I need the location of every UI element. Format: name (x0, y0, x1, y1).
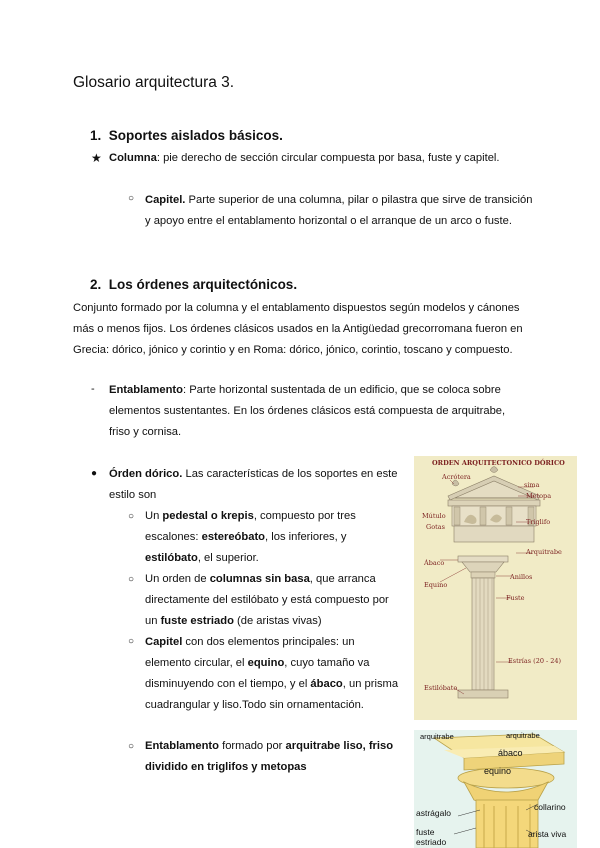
photo-label-arista-viva: arista viva (528, 829, 567, 839)
text-run: Un (145, 510, 163, 522)
circle-bullet-icon: ○ (128, 636, 135, 647)
bold-run: Capitel (145, 636, 183, 648)
doric-diagram-title: ORDEN ARQUITECTONICO DÓRICO (432, 459, 565, 467)
circle-bullet-icon: ○ (128, 741, 135, 752)
columna-definition (109, 148, 509, 169)
circle-bullet-icon: ○ (128, 193, 135, 204)
section-2-heading (90, 277, 297, 292)
label-sima: sima (524, 481, 540, 489)
label-acrotera: Acrótera (442, 473, 471, 481)
dorico-item-columnas (145, 569, 400, 632)
section-1-heading (90, 128, 283, 143)
label-abaco: Ábaco (424, 559, 445, 567)
photo-label-abaco: ábaco (498, 748, 523, 758)
photo-label-arquitrabe-right: arquitrabe (506, 731, 540, 740)
text-run: , el superior. (197, 552, 259, 564)
photo-label-arquitrabe-left: arquitrabe (420, 732, 454, 741)
columna-text: : pie derecho de sección circular compuesta por basa, fuste y capitel. (156, 152, 500, 164)
text-run: , cuyo tamaño va disminuyendo con el tiempo, y el (145, 657, 370, 690)
entablamento-term: Entablamento (109, 384, 183, 396)
bold-run: equino (247, 657, 285, 669)
text-run: con dos elementos principales: un elemento circular, el (145, 636, 355, 669)
text-run: formado por (218, 740, 286, 752)
bold-run: estereóbato (201, 531, 266, 543)
text-run: , compuesto por tres escalones: (145, 510, 356, 543)
label-metopa: Metopa (526, 492, 552, 500)
text-run: (de aristas vivas) (233, 615, 322, 627)
photo-label-equino: equino (484, 766, 512, 776)
section-1-number: 1. (90, 128, 102, 143)
dorico-item-entablamento (145, 736, 400, 778)
section-2-number: 2. (90, 277, 102, 292)
dorico-definition (109, 464, 401, 506)
photo-label-astragalo: astrágalo (416, 808, 451, 818)
dorico-term: Órden dórico. (109, 468, 183, 480)
bold-run: pedestal o krepis (162, 510, 254, 522)
text-run: , los inferiores, y (265, 531, 347, 543)
label-anillos: Anillos (510, 573, 533, 581)
columna-term: Columna (109, 152, 157, 164)
label-equino: Equino (424, 581, 448, 589)
circle-bullet-icon: ○ (128, 511, 135, 522)
circle-bullet-icon: ○ (128, 574, 135, 585)
label-estilobato: Estilóbato (424, 684, 458, 692)
label-fuste: Fuste (506, 594, 525, 602)
doric-capital-photo (414, 730, 577, 848)
capitel-definition (145, 190, 535, 232)
dash-bullet-icon: - (91, 383, 95, 395)
bold-run: estilóbato (145, 552, 198, 564)
label-triglifo: Triglifo (526, 518, 551, 526)
photo-label-fuste: fuste (416, 827, 435, 837)
page-title: Glosario arquitectura 3. (73, 74, 235, 91)
dorico-item-capitel (145, 632, 400, 716)
label-arquitrabe: Arquitrabe (526, 548, 562, 556)
dorico-item-pedestal (145, 506, 400, 569)
bold-run: fuste estriado (160, 615, 234, 627)
text-run: Un orden de (145, 573, 210, 585)
bold-run: ábaco (310, 678, 343, 690)
capitel-text: Parte superior de una columna, pilar o pilastra que sirve de transición y apoyo entre el entablamento horizontal o el arranque de un arco o fuste. (145, 194, 533, 227)
ordenes-intro: Conjunto formado por la columna y el entablamento dispuestos según modelos y cánones más o menos fijos. Los órdenes clásicos usados en la Antigüedad grecorromana fueron en Grecia: dórico, jónico y corintio y en Roma: dórico, jónico, corintio, toscano y compuesto. (73, 302, 523, 356)
bold-run: arquitrabe liso, friso dividido en triglifos y metopas (145, 740, 394, 773)
bold-run: columnas sin basa (209, 573, 310, 585)
star-bullet-icon: ★ (91, 151, 102, 165)
label-gotas: Gotas (426, 523, 445, 531)
section-2-title: Los órdenes arquitectónicos. (108, 277, 298, 292)
bold-run: Entablamento (145, 740, 219, 752)
label-estrias: Estrías (20 - 24) (508, 657, 562, 665)
label-mutulo: Mútulo (422, 512, 446, 520)
photo-label-estriado: estriado (416, 837, 447, 847)
capitel-term: Capitel. (145, 194, 186, 206)
disc-bullet-icon: ● (91, 468, 98, 479)
text-run: , un prisma cuadrangular y liso.Todo sin ornamentación. (145, 678, 399, 711)
doric-order-diagram (414, 456, 577, 720)
text-run: , que arranca directamente del estilóbato y está compuesto por un (145, 573, 389, 627)
section-1-title: Soportes aislados básicos. (108, 128, 283, 143)
entablamento-definition (109, 380, 519, 443)
entablamento-text: : Parte horizontal sustentada de un edificio, que se coloca sobre elementos sustentantes. En los órdenes clásicos está compuesta de arquitrabe, friso y cornisa. (109, 384, 506, 438)
photo-label-collarino: collarino (534, 802, 566, 812)
dorico-text: Las características de los soportes en este estilo son (109, 468, 398, 501)
